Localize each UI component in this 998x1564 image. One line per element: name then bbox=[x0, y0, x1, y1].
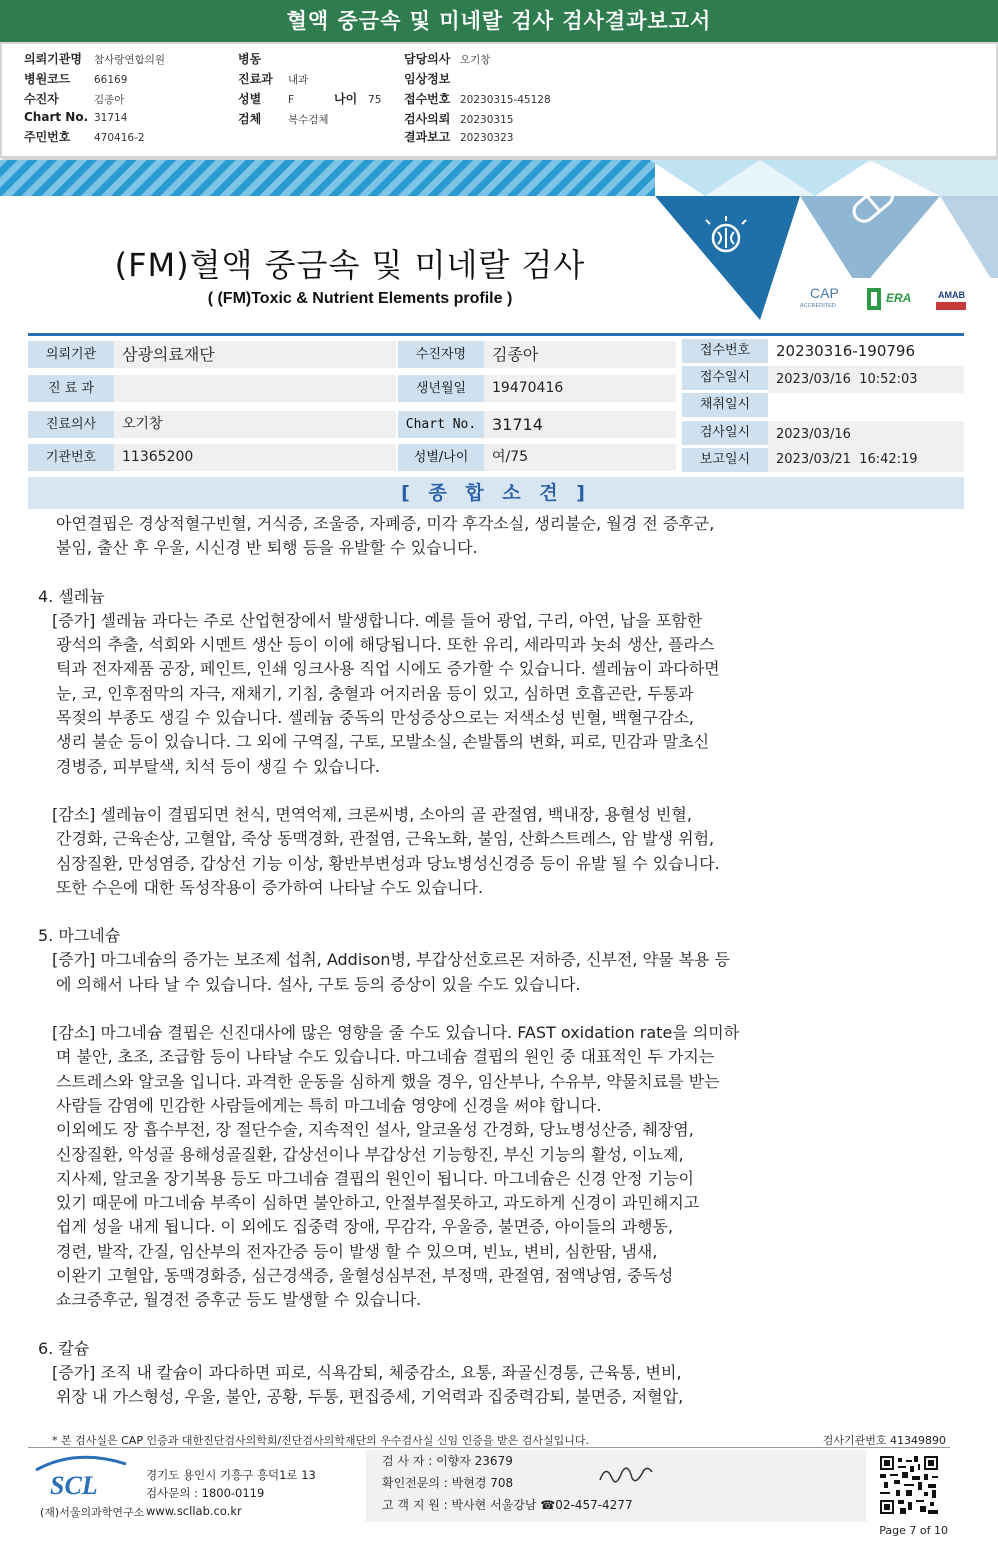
report-date-value: 2023/03/21 16:42:19 bbox=[768, 448, 964, 472]
text-line: 간경화, 근육손상, 고혈압, 죽상 동맥경화, 관절염, 근육노화, 불임, 산화스트레스, 암 발생 위험, bbox=[56, 829, 715, 849]
text-line: 불임, 출산 후 우울, 시신경 반 퇴행 등을 유발할 수 있습니다. bbox=[56, 538, 478, 558]
header-col2-row2 bbox=[238, 70, 308, 87]
text-line: [증가] 조직 내 칼슘이 과다하면 피로, 식욕감퇴, 체중감소, 요통, 좌골신경통, 근육통, 변비, bbox=[52, 1362, 682, 1382]
header-label: 성별 bbox=[238, 92, 262, 106]
page-title: (FM)혈액 중금속 및 미네랄 검사 bbox=[114, 246, 586, 284]
test-date-value: 2023/03/16 bbox=[768, 421, 964, 448]
qr-code-icon bbox=[880, 1456, 938, 1514]
header-value: 20230315-45128 bbox=[460, 94, 551, 106]
header-label: Chart No. bbox=[24, 110, 89, 124]
header-label: 접수번호 bbox=[404, 92, 451, 106]
test-date-label: 검사일시 bbox=[682, 421, 768, 445]
header-col2-row3 bbox=[238, 90, 381, 107]
text-line: 틱과 전자제품 공장, 페인트, 인쇄 잉크사용 직업 시에도 증가할 수 있습니다. 셀레늄이 과다하면 bbox=[56, 659, 720, 679]
text-line: 경병증, 피부탈색, 치석 등이 생길 수 있습니다. bbox=[56, 756, 380, 776]
opinion-heading: [ 종 합 소 견 ] bbox=[28, 477, 964, 509]
header-value: 김종아 bbox=[94, 94, 125, 106]
dept-label: 진 료 과 bbox=[28, 375, 114, 402]
tester-line: 검 사 자 : 이향자 23679 bbox=[382, 1454, 513, 1468]
accreditation-note: * 본 검사실은 CAP 인증과 대한진단검사의학회/진단검사의학재단의 우수검사실 신임 인증을 받은 검사실입니다. bbox=[52, 1434, 590, 1447]
collect-label: 채취일시 bbox=[682, 393, 768, 417]
recv-date-value: 2023/03/16 10:52:03 bbox=[768, 366, 964, 393]
text-line: [감소] 마그네슘 결핍은 신진대사에 많은 영향을 줄 수도 있습니다. FAST oxidation rate을 의미하 bbox=[52, 1023, 740, 1043]
text-line: 아연결핍은 경상적혈구빈혈, 거식증, 조울증, 자폐증, 미각 후각소실, 생리불순, 월경 전 증후군, bbox=[56, 514, 715, 533]
recv-no-label: 접수번호 bbox=[682, 339, 768, 363]
doctor-label: 진료의사 bbox=[28, 411, 114, 438]
header-col3-row1 bbox=[404, 50, 490, 67]
header-col2-row1 bbox=[238, 50, 288, 67]
decorative-stripe bbox=[0, 160, 655, 196]
section-heading: 4. 셀레늄 bbox=[38, 586, 105, 606]
cap-logo-subtext: ACCREDITED bbox=[800, 303, 836, 309]
header-value: 20230323 bbox=[460, 132, 514, 144]
header-col1-row4 bbox=[24, 110, 127, 124]
text-line: 이외에도 장 흡수부전, 장 절단수술, 지속적인 설사, 알코올성 간경화, 당뇨병성산증, 췌장염, bbox=[56, 1120, 694, 1140]
header-label: 검사의뢰 bbox=[404, 112, 451, 126]
era-logo-text: ERA bbox=[886, 291, 912, 305]
header-label: 병원코드 bbox=[24, 72, 71, 86]
text-line: 이완기 고혈압, 동맥경화증, 심근경색증, 울혈성심부전, 부정맥, 관절염, 점액낭염, 중독성 bbox=[56, 1266, 674, 1286]
header-col3-row5 bbox=[404, 128, 513, 145]
staff-info bbox=[366, 1450, 866, 1522]
header-col3-row3 bbox=[404, 90, 551, 107]
header-value: 470416-2 bbox=[94, 132, 145, 144]
opinion-body bbox=[38, 512, 878, 1410]
text-line: 에 의해서 나타 날 수 있습니다. 설사, 구토 등의 증상이 있을 수도 있습니다. bbox=[56, 974, 581, 994]
text-line: [증가] 셀레늄 과다는 주로 산업현장에서 발생합니다. 예를 들어 광업, 구리, 아연, 납을 포함한 bbox=[52, 610, 703, 630]
header-value: 31714 bbox=[94, 112, 128, 124]
text-line: 경련, 발작, 간질, 임산부의 전자간증 등이 발생 할 수 있으며, 빈뇨, 변비, 심한땀, 냄새, bbox=[56, 1241, 658, 1261]
header-label: 담당의사 bbox=[404, 52, 451, 66]
text-line: 광석의 추출, 석회와 시멘트 생산 등이 이에 해당됩니다. 또한 유리, 세라믹과 놋쇠 생산, 플라스 bbox=[56, 635, 715, 655]
header-col2-row4 bbox=[238, 110, 329, 127]
website-link[interactable]: www.scllab.co.kr bbox=[146, 1504, 242, 1518]
header-value: 20230315 bbox=[460, 114, 514, 126]
institution-number: 검사기관번호 41349890 bbox=[822, 1434, 946, 1447]
patient-value: 김종아 bbox=[484, 341, 676, 368]
header-value: F bbox=[288, 94, 295, 106]
header-col1-row3 bbox=[24, 90, 124, 107]
header-value: 참사랑연합의원 bbox=[94, 54, 166, 66]
birth-label: 생년월일 bbox=[398, 375, 484, 402]
inst-value: 11365200 bbox=[114, 444, 396, 471]
report-banner: 혈액 중금속 및 미네랄 검사 검사결과보고서 bbox=[0, 0, 998, 42]
text-line: [증가] 마그네슘의 증가는 보조제 섭취, Addison병, 부갑상선호르몬 저하증, 신부전, 약물 복용 등 bbox=[52, 950, 730, 970]
text-line: 쉽게 성을 내게 됩니다. 이 외에도 집중력 장애, 무감각, 우울증, 불면증, 아이들의 과행동, bbox=[56, 1217, 674, 1237]
header-col1-row1 bbox=[24, 50, 165, 67]
header-value: 내과 bbox=[288, 74, 309, 86]
text-line: 생리 불순 등이 있습니다. 그 외에 구역질, 구토, 모발소실, 손발톱의 변화, 피로, 민감과 말초신 bbox=[56, 732, 710, 752]
inst-label: 기관번호 bbox=[28, 444, 114, 471]
text-line: 또한 수은에 대한 독성작용이 증가하여 나타날 수도 있습니다. bbox=[56, 877, 484, 897]
dept-value bbox=[114, 375, 396, 402]
header-label: 병동 bbox=[238, 52, 262, 66]
cap-logo-text: CAP bbox=[810, 285, 839, 301]
recv-date-label: 접수일시 bbox=[682, 366, 768, 390]
footer-rule bbox=[28, 1447, 950, 1448]
support-line: 고 객 지 원 : 박사현 서울강남 ☎02-457-4277 bbox=[382, 1498, 633, 1512]
chart-value: 31714 bbox=[484, 411, 676, 438]
header-label: 나이 bbox=[334, 92, 358, 106]
text-line: [감소] 셀레늄이 결핍되면 천식, 면역억제, 크론씨병, 소아의 골 관절염, 백내장, 용혈성 빈혈, bbox=[52, 804, 692, 824]
page-number: Page 7 of 10 bbox=[879, 1524, 948, 1537]
text-line: 신장질환, 악성골 용해성골질환, 갑상선이나 부갑상선 기능항진, 부신 기능의 활성, 이뇨제, bbox=[56, 1144, 684, 1164]
header-value: 75 bbox=[368, 94, 382, 106]
specialist-line: 확인전문의 : 박현경 708 bbox=[382, 1476, 514, 1490]
header-label: 결과보고 bbox=[404, 130, 451, 144]
sexage-value: 여/75 bbox=[484, 444, 676, 471]
org-label: 의뢰기관 bbox=[28, 341, 114, 368]
address-line: 경기도 용인시 기흥구 흥덕1로 13 bbox=[146, 1468, 316, 1482]
text-line: 목젖의 부종도 생길 수 있습니다. 셀레늄 중독의 만성증상으로는 저색소성 빈혈, 백혈구감소, bbox=[56, 708, 694, 728]
header-label: 임상정보 bbox=[404, 72, 451, 86]
report-date-label: 보고일시 bbox=[682, 448, 768, 472]
collect-value bbox=[768, 393, 964, 417]
text-line: 심장질환, 만성염증, 갑상선 기능 이상, 황반부변성과 당뇨병성신경증 등이 유발 될 수 있습니다. bbox=[56, 853, 720, 873]
text-line: 위장 내 가스형성, 우울, 불안, 공황, 두통, 편집증세, 기억력과 집중력감퇴, 불면증, 저혈압, bbox=[56, 1387, 684, 1407]
text-line: 사람들 감염에 민감한 사람들에게는 특히 마그네슘 영양에 신경을 써야 합니다. bbox=[56, 1095, 602, 1115]
inquiry-line: 검사문의 : 1800-0119 bbox=[146, 1486, 265, 1500]
scl-logo-text: SCL bbox=[50, 1471, 98, 1500]
header-label: 의뢰기관명 bbox=[24, 52, 82, 66]
text-line: 눈, 코, 인후점막의 자극, 재채기, 기침, 충혈과 어지러움 등이 있고, 심하면 호흡곤란, 두통과 bbox=[56, 683, 694, 703]
scl-name: (재)서울의과학연구소 bbox=[40, 1506, 145, 1519]
text-line: 지사제, 알코올 장기복용 등도 마그네슘 결핍의 원인이 됩니다. 마그네슘은 신경 안정 기능이 bbox=[56, 1168, 694, 1188]
scl-logo-mark bbox=[28, 1450, 138, 1500]
text-line: 며 불안, 초조, 조급함 등이 나타날 수도 있습니다. 마그네슘 결핍의 원인 중 대표적인 두 가지는 bbox=[56, 1047, 715, 1067]
header-col1-row5 bbox=[24, 128, 145, 145]
header-label: 검체 bbox=[238, 112, 262, 126]
text-line: 스트레스와 알코올 입니다. 과격한 운동을 심하게 했을 경우, 임산부나, 수유부, 약물치료를 받는 bbox=[56, 1071, 720, 1091]
section-heading: 6. 칼슘 bbox=[38, 1338, 90, 1358]
footer bbox=[28, 1450, 950, 1522]
certification-logos bbox=[790, 278, 998, 320]
chart-label: Chart No. bbox=[398, 411, 484, 438]
recv-no-value: 20230316-190796 bbox=[768, 339, 964, 363]
patient-label: 수진자명 bbox=[398, 341, 484, 368]
text-line: 있기 때문에 마그네슘 부족이 심하면 불안하고, 안절부절못하고, 과도하게 신경이 과민해지고 bbox=[56, 1193, 700, 1213]
amab-logo-text: AMAB bbox=[938, 290, 965, 300]
header-label: 수진자 bbox=[24, 92, 59, 106]
birth-value: 19470416 bbox=[484, 375, 676, 402]
table-top-rule bbox=[28, 333, 964, 336]
header-col3-row2 bbox=[404, 70, 460, 87]
report-header bbox=[0, 42, 998, 158]
org-value: 삼광의료재단 bbox=[114, 341, 396, 368]
header-value: 오기창 bbox=[460, 54, 491, 66]
sexage-label: 성별/나이 bbox=[398, 444, 484, 471]
header-label: 진료과 bbox=[238, 72, 273, 86]
text-line: 쇼크증후군, 월경전 증후군 등도 발생할 수 있습니다. bbox=[56, 1290, 422, 1310]
signature bbox=[596, 1460, 656, 1490]
header-value: 66169 bbox=[94, 74, 128, 86]
page-subtitle: ( (FM)Toxic & Nutrient Elements profile ) bbox=[207, 290, 513, 307]
header-col3-row4 bbox=[404, 110, 513, 127]
header-col1-row2 bbox=[24, 70, 127, 87]
doctor-value: 오기창 bbox=[114, 411, 396, 438]
header-label: 주민번호 bbox=[24, 130, 71, 144]
header-value: 복수검체 bbox=[288, 114, 329, 126]
section-heading: 5. 마그네슘 bbox=[38, 926, 121, 946]
lab-address bbox=[146, 1466, 316, 1520]
